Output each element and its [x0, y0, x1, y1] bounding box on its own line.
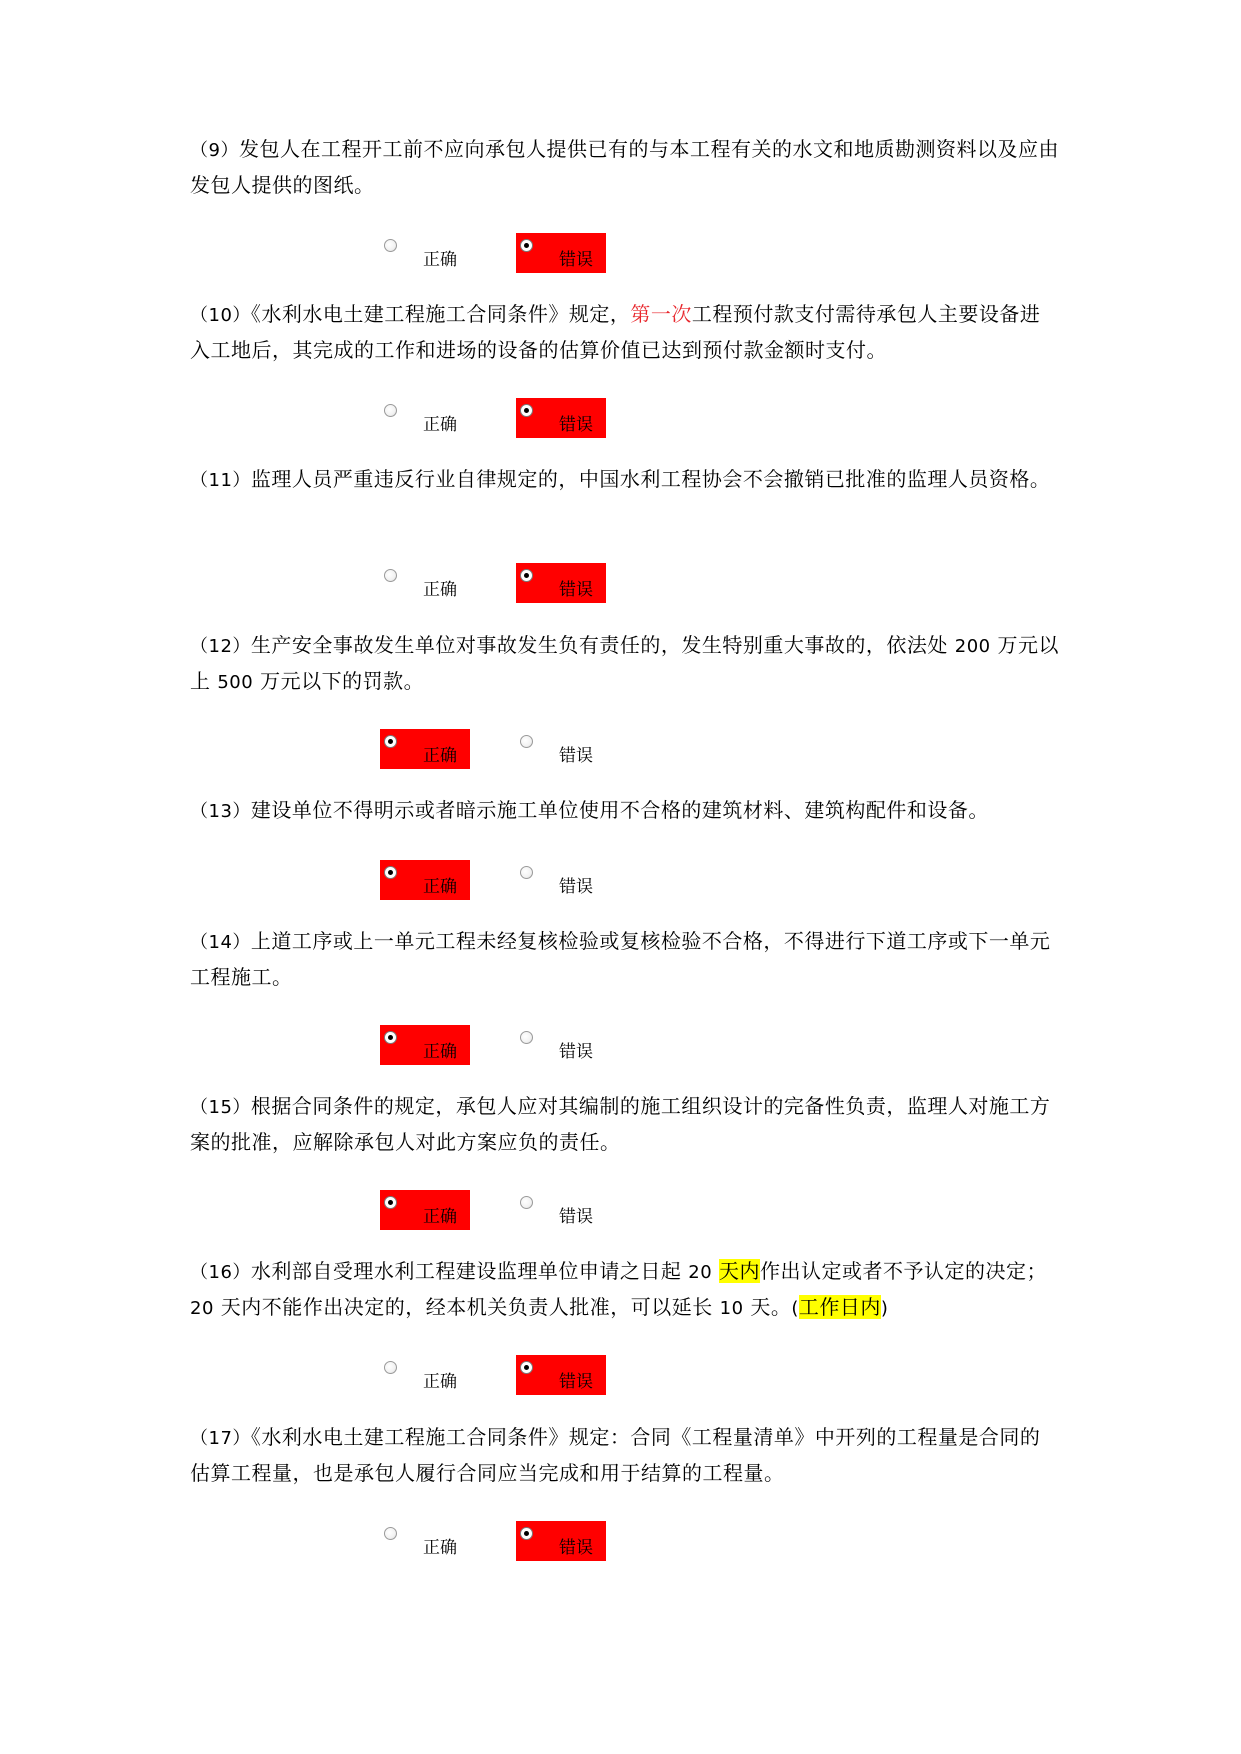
highlighted-text: 天内 [719, 1259, 761, 1283]
numeric-text: 10 [719, 1298, 744, 1319]
answer-options [190, 1521, 690, 1561]
question-text [190, 462, 1060, 498]
question-text [190, 628, 1060, 700]
numeric-text: 20 [688, 1262, 713, 1283]
answer-options [190, 563, 690, 603]
numeric-text: 200 [954, 636, 991, 657]
option-label: 正确 [423, 877, 457, 897]
radio-unchecked-icon[interactable] [384, 404, 397, 417]
radio-checked-icon[interactable] [384, 866, 397, 879]
emphasis-red-text: 第一次 [630, 302, 692, 326]
option-correct[interactable] [380, 1025, 470, 1065]
question-11 [190, 462, 1060, 498]
question-text [190, 297, 1060, 367]
radio-checked-icon[interactable] [384, 735, 397, 748]
radio-unchecked-icon[interactable] [520, 1196, 533, 1209]
option-label: 正确 [423, 250, 457, 270]
question-13 [190, 793, 1060, 829]
answer-options [190, 398, 690, 438]
option-incorrect[interactable] [516, 563, 606, 603]
question-text [190, 132, 1060, 202]
question-text-segment [712, 1259, 719, 1283]
option-correct[interactable] [380, 1355, 470, 1395]
question-text-segment: 万元以上 [190, 633, 1059, 693]
option-label: 正确 [423, 1538, 457, 1558]
option-correct[interactable] [380, 398, 470, 438]
option-incorrect[interactable] [516, 729, 606, 769]
question-text-segment: 建设单位不得明示或者暗示施工单位使用不合格的建筑材料、建筑构配件和设备。 [250, 798, 989, 822]
numeric-text: ) [880, 1298, 889, 1319]
option-label: 正确 [423, 580, 457, 600]
option-label: 错误 [559, 250, 593, 270]
option-label: 正确 [423, 415, 457, 435]
question-text [190, 924, 1060, 994]
radio-checked-icon[interactable] [520, 1527, 533, 1540]
question-text-segment: 天内不能作出决定的，经本机关负责人批准，可以延长 [213, 1295, 720, 1319]
question-number: （17） [190, 1428, 251, 1449]
radio-unchecked-icon[interactable] [520, 735, 533, 748]
option-correct[interactable] [380, 1190, 470, 1230]
question-16 [190, 1254, 1060, 1326]
option-correct[interactable] [380, 1521, 470, 1561]
option-incorrect[interactable] [516, 1025, 606, 1065]
highlighted-text: 工作日内 [798, 1295, 881, 1319]
question-text-segment: 工程预付款支付需待承包人主要设备进入工地后，其完成的工作和进场的设备的估算价值已达到预付款金额时支付。 [190, 302, 1041, 362]
question-17 [190, 1420, 1060, 1490]
option-incorrect[interactable] [516, 1521, 606, 1561]
numeric-text: 20 [190, 1298, 214, 1319]
radio-unchecked-icon[interactable] [520, 866, 533, 879]
option-correct[interactable] [380, 233, 470, 273]
question-text-segment: 生产安全事故发生单位对事故发生负有责任的，发生特别重大事故的，依法处 [250, 633, 955, 657]
option-correct[interactable] [380, 729, 470, 769]
question-text-segment: 《水利水电土建工程施工合同条件》规定：合同《工程量清单》中开列的工程量是合同的估算工程量，也是承包人履行合同应当完成和用于结算的工程量。 [190, 1425, 1041, 1485]
option-label: 正确 [423, 1207, 457, 1227]
option-label: 错误 [559, 1372, 593, 1392]
question-14 [190, 924, 1060, 994]
question-text [190, 1254, 1060, 1326]
question-text-segment: 监理人员严重违反行业自律规定的，中国水利工程协会不会撤销已批准的监理人员资格。 [250, 467, 1051, 491]
question-text-segment: 作出认定或者不予认定的决定； [760, 1259, 1048, 1283]
option-correct[interactable] [380, 860, 470, 900]
answer-options [190, 233, 690, 273]
answer-options [190, 729, 690, 769]
question-text-segment: 《水利水电土建工程施工合同条件》规定， [250, 302, 631, 326]
question-10 [190, 297, 1060, 367]
option-incorrect[interactable] [516, 1190, 606, 1230]
option-incorrect[interactable] [516, 398, 606, 438]
option-label: 正确 [423, 1372, 457, 1392]
question-number: （10） [190, 305, 251, 326]
option-label: 错误 [559, 1538, 593, 1558]
option-label: 错误 [559, 877, 593, 897]
option-label: 正确 [423, 1042, 457, 1062]
question-9 [190, 132, 1060, 202]
question-text-segment: 根据合同条件的规定，承包人应对其编制的施工组织设计的完备性负责，监理人对施工方案的批准，应解除承包人对此方案应负的责任。 [190, 1094, 1051, 1154]
question-number: （9） [190, 140, 239, 161]
answer-options [190, 1190, 690, 1230]
question-text-segment: 水利部自受理水利工程建设监理单位申请之日起 [250, 1259, 689, 1283]
question-number: （14） [190, 932, 251, 953]
question-number: （15） [190, 1097, 251, 1118]
question-text-segment: 上道工序或上一单元工程未经复核检验或复核检验不合格，不得进行下道工序或下一单元工程施工。 [190, 929, 1051, 989]
option-label: 错误 [559, 415, 593, 435]
option-incorrect[interactable] [516, 1355, 606, 1395]
answer-options [190, 1025, 690, 1065]
question-text-segment: 天。 [743, 1295, 792, 1319]
option-label: 正确 [423, 746, 457, 766]
option-label: 错误 [559, 580, 593, 600]
option-incorrect[interactable] [516, 233, 606, 273]
question-number: （12） [190, 636, 251, 657]
question-number: （13） [190, 801, 251, 822]
numeric-text: 500 [217, 672, 254, 693]
question-text [190, 793, 1060, 829]
question-15 [190, 1089, 1060, 1159]
option-label: 错误 [559, 1042, 593, 1062]
radio-checked-icon[interactable] [384, 1196, 397, 1209]
question-12 [190, 628, 1060, 700]
question-text-segment: 万元以下的罚款。 [253, 669, 425, 693]
option-label: 错误 [559, 746, 593, 766]
numeric-text: ( [791, 1298, 799, 1319]
radio-checked-icon[interactable] [520, 239, 533, 252]
radio-checked-icon[interactable] [520, 1361, 533, 1374]
option-incorrect[interactable] [516, 860, 606, 900]
radio-unchecked-icon[interactable] [384, 1361, 397, 1374]
radio-checked-icon[interactable] [520, 569, 533, 582]
option-label: 错误 [559, 1207, 593, 1227]
question-text [190, 1089, 1060, 1159]
radio-unchecked-icon[interactable] [384, 569, 397, 582]
radio-unchecked-icon[interactable] [384, 1527, 397, 1540]
option-correct[interactable] [380, 563, 470, 603]
radio-checked-icon[interactable] [384, 1031, 397, 1044]
radio-checked-icon[interactable] [520, 404, 533, 417]
question-number: （16） [190, 1262, 251, 1283]
question-text-segment: 发包人在工程开工前不应向承包人提供已有的与本工程有关的水文和地质勘测资料以及应由发包人提供的图纸。 [190, 137, 1059, 197]
radio-unchecked-icon[interactable] [520, 1031, 533, 1044]
question-number: （11） [190, 470, 251, 491]
radio-unchecked-icon[interactable] [384, 239, 397, 252]
question-text [190, 1420, 1060, 1490]
answer-options [190, 860, 690, 900]
answer-options [190, 1355, 690, 1395]
